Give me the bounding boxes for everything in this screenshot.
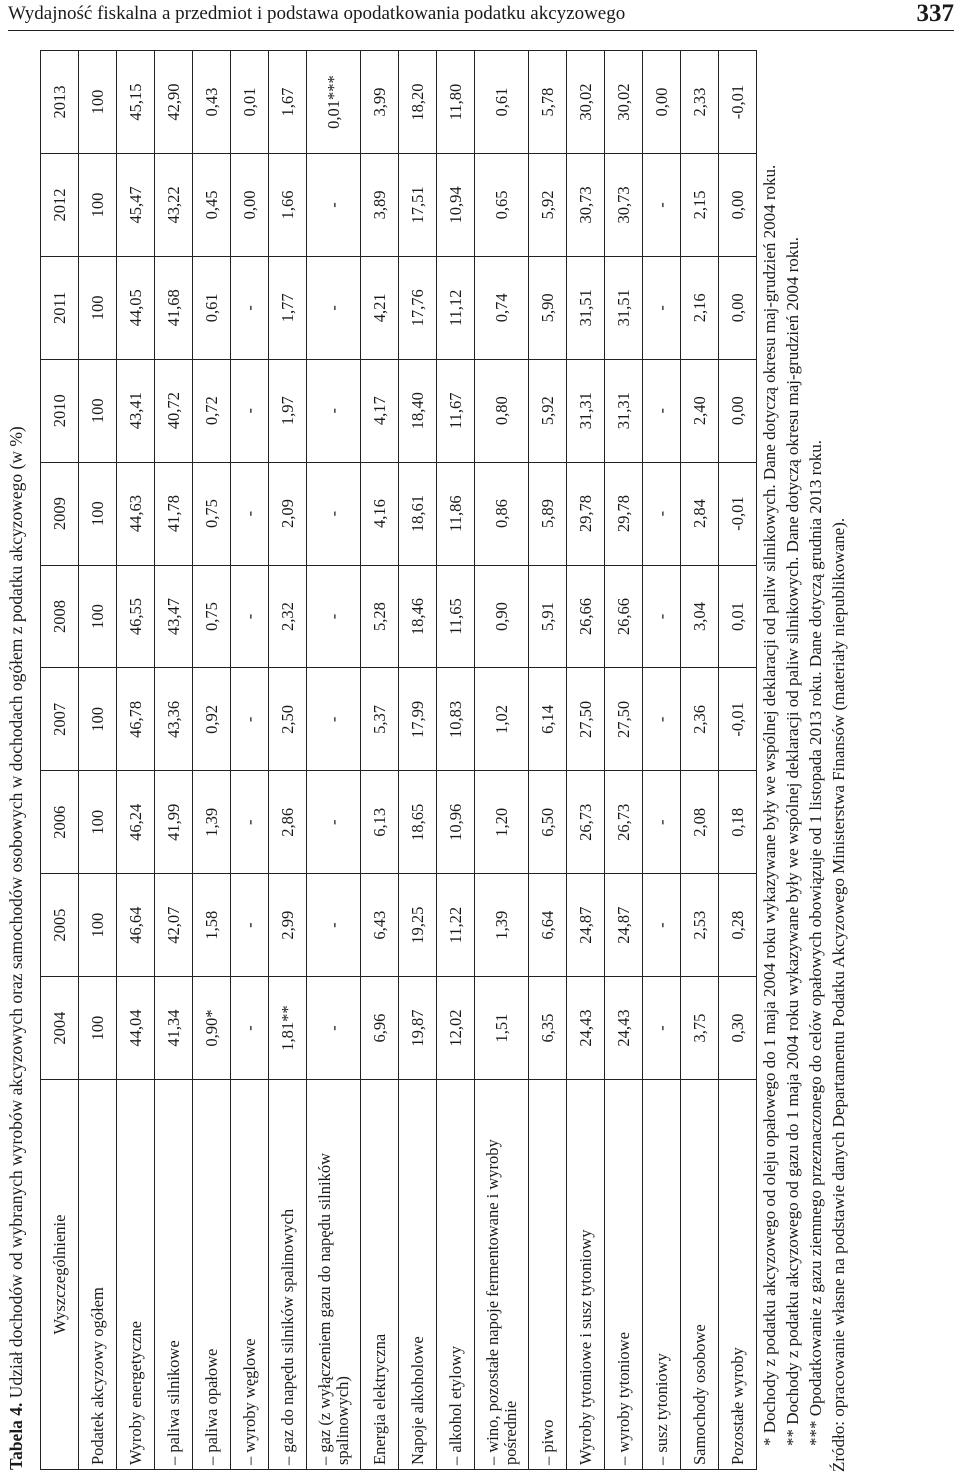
- table-cell: 30,73: [605, 153, 643, 256]
- table-cell: 10,96: [437, 771, 475, 874]
- table-row: [681, 51, 719, 1470]
- table-cell: -: [307, 771, 361, 874]
- table-cell: 6,35: [529, 977, 567, 1080]
- table-row: [475, 51, 529, 1470]
- table-body: [79, 51, 757, 1470]
- table-cell: 19,25: [399, 874, 437, 977]
- table-cell: -: [231, 462, 269, 565]
- footnote-3: *** Opodatkowanie z gazu ziemnego przeznaczonego do celów opałowych obowiązuje od 1 listopada 2013 roku. Dane dotyczą grudnia 2013 roku.: [806, 440, 825, 1446]
- table-cell: 30,02: [567, 51, 605, 154]
- table-cell: 26,66: [567, 565, 605, 668]
- table-cell: -: [643, 874, 681, 977]
- table-cell: -0,01: [719, 668, 757, 771]
- table-cell: 1,77: [269, 256, 307, 359]
- table-cell: 0,61: [193, 256, 231, 359]
- table-cell: 0,75: [193, 462, 231, 565]
- table-cell: 11,12: [437, 256, 475, 359]
- table-cell: 4,16: [361, 462, 399, 565]
- table-cell: 1,39: [193, 771, 231, 874]
- table-cell: 1,97: [269, 359, 307, 462]
- table-cell: 1,58: [193, 874, 231, 977]
- table-cell: 0,74: [475, 256, 529, 359]
- table-cell: 2,84: [681, 462, 719, 565]
- header-cell-year: 2005: [41, 874, 79, 977]
- table-cell: 41,78: [155, 462, 193, 565]
- row-label: – wyroby węglowe: [231, 1080, 269, 1470]
- table-cell: 30,73: [567, 153, 605, 256]
- row-label: – gaz (z wyłączeniem gazu do napędu silników spalinowych): [307, 1080, 361, 1470]
- table-row: [117, 51, 155, 1470]
- table-cell: 5,89: [529, 462, 567, 565]
- table-cell: 100: [79, 153, 117, 256]
- table-cell: 1,39: [475, 874, 529, 977]
- table-cell: 0,61: [475, 51, 529, 154]
- table-cell: 46,64: [117, 874, 155, 977]
- row-label: – susz tytoniowy: [643, 1080, 681, 1470]
- table-cell: 100: [79, 359, 117, 462]
- table-cell: 100: [79, 462, 117, 565]
- table-cell: 24,87: [567, 874, 605, 977]
- table-cell: 43,22: [155, 153, 193, 256]
- table-cell: 27,50: [567, 668, 605, 771]
- table-cell: 5,90: [529, 256, 567, 359]
- table-row: [307, 51, 361, 1470]
- row-label: – alkohol etylowy: [437, 1080, 475, 1470]
- table-caption-text: Udział dochodów od wybranych wyrobów akcyzowych oraz samochodów osobowych w dochodach ogółem z podatku akcyzowego (w %): [6, 426, 26, 1403]
- table-cell: 46,78: [117, 668, 155, 771]
- header-cell-year: 2004: [41, 977, 79, 1080]
- row-label: Wyroby tytoniowe i susz tytoniowy: [567, 1080, 605, 1470]
- table-cell: -: [231, 359, 269, 462]
- header-divider: [8, 30, 954, 31]
- table-cell: -: [231, 668, 269, 771]
- table-cell: 0,90: [475, 565, 529, 668]
- table-cell: 24,43: [605, 977, 643, 1080]
- row-label: Energia elektryczna: [361, 1080, 399, 1470]
- table-row: [269, 51, 307, 1470]
- table-cell: -: [643, 771, 681, 874]
- table-cell: 0,65: [475, 153, 529, 256]
- table-cell: 41,34: [155, 977, 193, 1080]
- table-cell: 45,15: [117, 51, 155, 154]
- table-cell: 2,40: [681, 359, 719, 462]
- table-cell: 6,64: [529, 874, 567, 977]
- table-cell: -: [231, 874, 269, 977]
- table-cell: 0,72: [193, 359, 231, 462]
- table-cell: -: [643, 977, 681, 1080]
- table-cell: 24,87: [605, 874, 643, 977]
- table-cell: 100: [79, 51, 117, 154]
- table-cell: 0,80: [475, 359, 529, 462]
- table-cell: 0,01: [719, 565, 757, 668]
- table-row: [193, 51, 231, 1470]
- table-cell: 41,68: [155, 256, 193, 359]
- table-cell: 11,86: [437, 462, 475, 565]
- table-cell: 0,00: [719, 256, 757, 359]
- row-label: – paliwa opałowe: [193, 1080, 231, 1470]
- table-cell: 0,92: [193, 668, 231, 771]
- table-cell: 31,31: [567, 359, 605, 462]
- table-cell: 43,41: [117, 359, 155, 462]
- table-caption: [6, 426, 27, 1470]
- header-cell-year: 2010: [41, 359, 79, 462]
- table-cell: 18,61: [399, 462, 437, 565]
- header-cell-category: Wyszczególnienie: [41, 1080, 79, 1470]
- table-cell: 5,28: [361, 565, 399, 668]
- table-cell: 0,90*: [193, 977, 231, 1080]
- table-cell: 4,17: [361, 359, 399, 462]
- table-cell: -: [231, 977, 269, 1080]
- table-cell: 2,86: [269, 771, 307, 874]
- table-cell: 0,86: [475, 462, 529, 565]
- table-cell: -: [307, 668, 361, 771]
- table-cell: 10,83: [437, 668, 475, 771]
- table-cell: 2,16: [681, 256, 719, 359]
- table-cell: 40,72: [155, 359, 193, 462]
- table-cell: 3,89: [361, 153, 399, 256]
- table-cell: 42,07: [155, 874, 193, 977]
- table-cell: 0,45: [193, 153, 231, 256]
- row-label: Napoje alkoholowe: [399, 1080, 437, 1470]
- header-cell-year: 2011: [41, 256, 79, 359]
- table-cell: 29,78: [567, 462, 605, 565]
- table-cell: 1,66: [269, 153, 307, 256]
- table-cell: -: [231, 256, 269, 359]
- table-cell: 6,13: [361, 771, 399, 874]
- table-cell: 5,78: [529, 51, 567, 154]
- table-cell: -0,01: [719, 51, 757, 154]
- table-cell: -: [643, 462, 681, 565]
- table-cell: 100: [79, 771, 117, 874]
- table-cell: 44,04: [117, 977, 155, 1080]
- table-cell: -: [643, 565, 681, 668]
- table-cell: 18,65: [399, 771, 437, 874]
- table-cell: -: [307, 153, 361, 256]
- table-cell: 43,47: [155, 565, 193, 668]
- table-cell: 0,28: [719, 874, 757, 977]
- table-cell: 1,81**: [269, 977, 307, 1080]
- header-cell-year: 2013: [41, 51, 79, 154]
- table-row: [79, 51, 117, 1470]
- table-cell: 0,18: [719, 771, 757, 874]
- table-row: [529, 51, 567, 1470]
- row-label: – wyroby tytoniowe: [605, 1080, 643, 1470]
- table-cell: 17,76: [399, 256, 437, 359]
- table-cell: 6,50: [529, 771, 567, 874]
- table-cell: 6,96: [361, 977, 399, 1080]
- table-cell: 5,91: [529, 565, 567, 668]
- row-label: Pozostałe wyroby: [719, 1080, 757, 1470]
- table-row: [155, 51, 193, 1470]
- table-row: [399, 51, 437, 1470]
- table-cell: 44,63: [117, 462, 155, 565]
- table-cell: 12,02: [437, 977, 475, 1080]
- table-cell: -: [307, 462, 361, 565]
- table-cell: 44,05: [117, 256, 155, 359]
- table-cell: -: [307, 359, 361, 462]
- table-cell: 3,99: [361, 51, 399, 154]
- page-number: 337: [916, 0, 954, 27]
- table-row: [231, 51, 269, 1470]
- table-cell: 6,14: [529, 668, 567, 771]
- table-cell: 2,08: [681, 771, 719, 874]
- running-header-title: Wydajność fiskalna a przedmiot i podstawa opodatkowania podatku akcyzowego: [8, 3, 626, 24]
- table-cell: 2,53: [681, 874, 719, 977]
- table-cell: 0,43: [193, 51, 231, 154]
- table-row: [567, 51, 605, 1470]
- table-cell: 18,40: [399, 359, 437, 462]
- table-cell: -0,01: [719, 462, 757, 565]
- footnote-1: * Dochody z podatku akcyzowego od oleju opałowego do 1 maja 2004 roku wykazywane były we wspólnej deklaracji od paliw silnikowych. Dane dotyczą okresu maj-grudzień 2004 roku.: [760, 164, 779, 1446]
- table-cell: -: [307, 256, 361, 359]
- row-label: – wino, pozostałe napoje fermentowane i wyroby pośrednie: [475, 1080, 529, 1470]
- table-row: [643, 51, 681, 1470]
- table-cell: 0,75: [193, 565, 231, 668]
- table-cell: 2,09: [269, 462, 307, 565]
- table-cell: -: [307, 565, 361, 668]
- table-cell: 0,00: [719, 153, 757, 256]
- table-notes: [758, 47, 850, 1472]
- header-cell-year: 2008: [41, 565, 79, 668]
- table-cell: 26,66: [605, 565, 643, 668]
- table-cell: 11,22: [437, 874, 475, 977]
- table-cell: 46,55: [117, 565, 155, 668]
- table-cell: 2,15: [681, 153, 719, 256]
- header-cell-year: 2007: [41, 668, 79, 771]
- row-label: – gaz do napędu silników spalinowych: [269, 1080, 307, 1470]
- table-cell: 4,21: [361, 256, 399, 359]
- table-header-row: [41, 51, 79, 1470]
- table-cell: 3,75: [681, 977, 719, 1080]
- row-label: Wyroby energetyczne: [117, 1080, 155, 1470]
- table-cell: 18,46: [399, 565, 437, 668]
- table-cell: 0,00: [231, 153, 269, 256]
- table-cell: 30,02: [605, 51, 643, 154]
- table-cell: 2,36: [681, 668, 719, 771]
- table-cell: 2,50: [269, 668, 307, 771]
- header-cell-year: 2012: [41, 153, 79, 256]
- table-cell: 5,92: [529, 359, 567, 462]
- table-row: [437, 51, 475, 1470]
- table-cell: 26,73: [567, 771, 605, 874]
- row-label: – piwo: [529, 1080, 567, 1470]
- table-cell: 100: [79, 977, 117, 1080]
- table-cell: 100: [79, 874, 117, 977]
- table-cell: 0,30: [719, 977, 757, 1080]
- table-cell: 26,73: [605, 771, 643, 874]
- table-cell: 2,99: [269, 874, 307, 977]
- table-cell: 1,67: [269, 51, 307, 154]
- table-cell: -: [643, 153, 681, 256]
- table-row: [719, 51, 757, 1470]
- table-cell: 2,32: [269, 565, 307, 668]
- table-cell: 100: [79, 668, 117, 771]
- table-cell: 18,20: [399, 51, 437, 154]
- table-cell: 100: [79, 256, 117, 359]
- header-cell-year: 2009: [41, 462, 79, 565]
- row-label: Samochody osobowe: [681, 1080, 719, 1470]
- table-row: [361, 51, 399, 1470]
- table-cell: 43,36: [155, 668, 193, 771]
- rotated-table-page: [0, 40, 952, 1480]
- table-cell: 31,31: [605, 359, 643, 462]
- table-cell: -: [643, 668, 681, 771]
- table-cell: 6,43: [361, 874, 399, 977]
- table-cell: 11,67: [437, 359, 475, 462]
- table-cell: 1,51: [475, 977, 529, 1080]
- row-label: Podatek akcyzowy ogółem: [79, 1080, 117, 1470]
- table-cell: 27,50: [605, 668, 643, 771]
- table-cell: 2,33: [681, 51, 719, 154]
- table-cell: 42,90: [155, 51, 193, 154]
- table-cell: -: [307, 977, 361, 1080]
- header-cell-year: 2006: [41, 771, 79, 874]
- table-cell: 11,80: [437, 51, 475, 154]
- table-cell: 29,78: [605, 462, 643, 565]
- table-cell: 45,47: [117, 153, 155, 256]
- table-cell: 5,37: [361, 668, 399, 771]
- table-cell: -: [643, 256, 681, 359]
- table-cell: 3,04: [681, 565, 719, 668]
- table-cell: 100: [79, 565, 117, 668]
- row-label: – paliwa silnikowe: [155, 1080, 193, 1470]
- table-cell: -: [643, 359, 681, 462]
- table-cell: 5,92: [529, 153, 567, 256]
- source-note: Źródło: opracowanie własne na podstawie danych Departamentu Podatku Akcyzowego Ministerstwa Finansów (materiały niepublikowane).: [829, 517, 848, 1472]
- excise-share-table: [40, 50, 757, 1470]
- table-cell: 17,51: [399, 153, 437, 256]
- table-cell: 0,00: [643, 51, 681, 154]
- table-cell: 46,24: [117, 771, 155, 874]
- table-caption-label: Tabela 4.: [6, 1402, 26, 1470]
- table-cell: 19,87: [399, 977, 437, 1080]
- table-cell: 11,65: [437, 565, 475, 668]
- table-cell: 31,51: [605, 256, 643, 359]
- table-cell: 0,01***: [307, 51, 361, 154]
- table-cell: 17,99: [399, 668, 437, 771]
- table-cell: 1,02: [475, 668, 529, 771]
- table-cell: -: [231, 771, 269, 874]
- table-cell: -: [307, 874, 361, 977]
- footnote-2: ** Dochody z podatku akcyzowego od gazu do 1 maja 2004 roku wykazywane były we wspólnej deklaracji od paliw silnikowych. Dane dotyczą okresu maj-grudzień 2004 roku.: [783, 236, 802, 1446]
- table-cell: 10,94: [437, 153, 475, 256]
- table-cell: 24,43: [567, 977, 605, 1080]
- table-cell: 31,51: [567, 256, 605, 359]
- table-row: [605, 51, 643, 1470]
- table-cell: 0,00: [719, 359, 757, 462]
- table-cell: 1,20: [475, 771, 529, 874]
- table-cell: 41,99: [155, 771, 193, 874]
- table-cell: -: [231, 565, 269, 668]
- table-cell: 0,01: [231, 51, 269, 154]
